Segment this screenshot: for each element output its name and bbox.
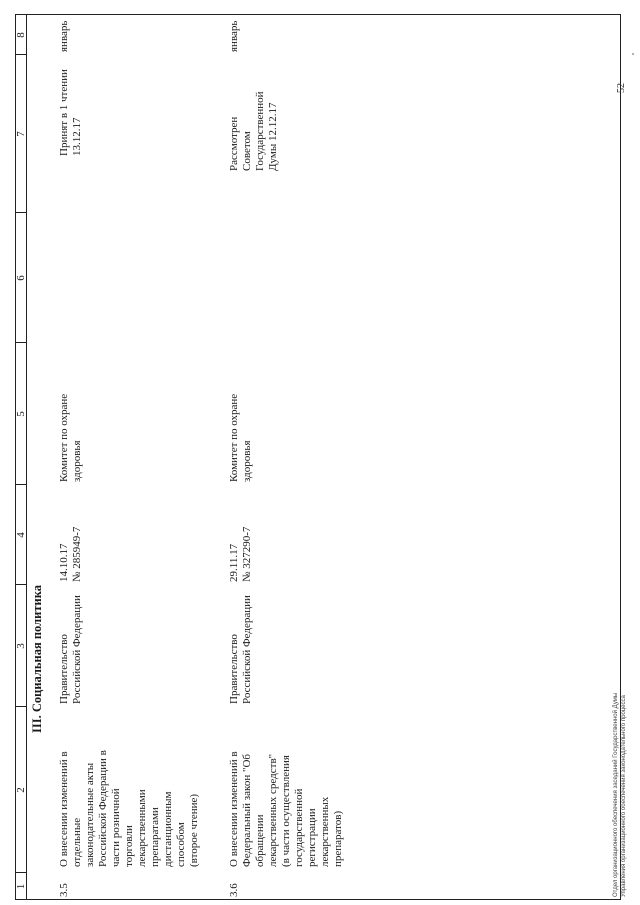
bill-initiator: Правительство Российской Федерации — [58, 595, 83, 704]
column-number: 5 — [15, 411, 27, 417]
column-number: 6 — [15, 275, 27, 281]
bill-term: январь — [58, 20, 70, 52]
column-number: 4 — [15, 532, 27, 538]
table-right-border — [15, 14, 621, 15]
bill-status: Принят в 1 чтении 13.12.17 — [58, 69, 83, 156]
bill-title: О внесении изменений в Федеральный закон "Об обращении лекарственных средств" (в части осуществления государственной регистрации лекарственных препаратов) — [228, 751, 344, 867]
bill-date-number: 29.11.17 № 327290-7 — [228, 526, 253, 582]
column-number: 7 — [15, 131, 27, 137]
table-left-border — [15, 899, 621, 900]
scan-speck — [632, 53, 634, 55]
column-number: 3 — [15, 643, 27, 649]
column-number: 1 — [15, 883, 27, 890]
bill-date-number: 14.10.17 № 285949-7 — [58, 526, 83, 582]
bill-status: Рассмотрен Советом Государственной Думы 12.12.17 — [228, 91, 279, 171]
row-number: 3.6 — [228, 883, 240, 897]
responsible-committee: Комитет по охране здоровья — [228, 393, 253, 482]
page-number: 52 — [616, 83, 627, 93]
bill-term: январь — [228, 20, 240, 52]
footer-line-2: Управления организационного обеспечения законодательного процесса — [621, 695, 627, 897]
column-number: 8 — [15, 32, 27, 38]
bill-initiator: Правительство Российской Федерации — [228, 595, 253, 704]
row-number: 3.5 — [58, 883, 70, 897]
responsible-committee: Комитет по охране здоровья — [58, 393, 83, 482]
footer-line-1: Отдел организационного обеспечения заседаний Государственной Думы — [613, 692, 619, 897]
section-title: III. Социальная политика — [30, 585, 44, 733]
column-number: 2 — [15, 787, 27, 793]
bill-title: О внесении изменений в отдельные законодательные акты Российской Федерации в части розничной торговли лекарственными препаратами дистанционным способом (второе чтение) — [58, 750, 200, 867]
